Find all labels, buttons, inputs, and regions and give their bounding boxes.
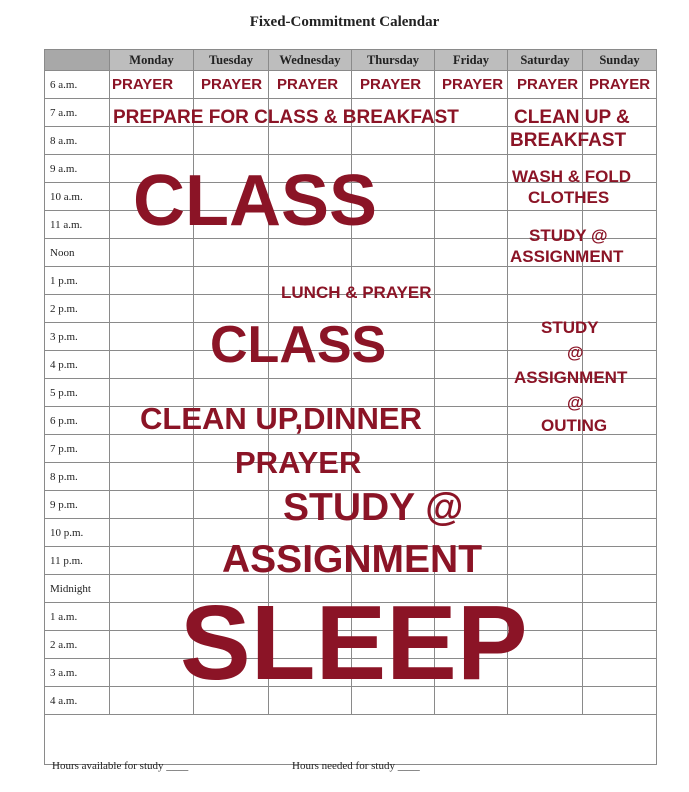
dinner-note-line1: CLEAN UP,DINNER [140, 401, 422, 436]
wash-fold-note-line1: WASH & FOLD [512, 167, 631, 186]
time-label: 4 p.m. [45, 351, 110, 379]
time-label: 10 a.m. [45, 183, 110, 211]
day-header-sunday: Sunday [583, 50, 657, 71]
calendar-cell [110, 295, 194, 323]
calendar-cell [435, 155, 508, 183]
prayer-saturday: PRAYER [517, 76, 579, 93]
time-label: 2 p.m. [45, 295, 110, 323]
calendar-cell [508, 547, 583, 575]
time-label: 7 p.m. [45, 435, 110, 463]
calendar-cell [583, 659, 657, 687]
time-label: 11 a.m. [45, 211, 110, 239]
calendar-cell [583, 463, 657, 491]
dinner-note-line2: PRAYER [235, 445, 362, 480]
calendar-cell [508, 267, 583, 295]
calendar-cell [110, 239, 194, 267]
hours-available-label: Hours available for study ____ [52, 760, 189, 772]
calendar-cell [110, 547, 194, 575]
calendar-cell [269, 127, 352, 155]
calendar-cell [508, 463, 583, 491]
time-label: 4 a.m. [45, 687, 110, 715]
time-label: 6 a.m. [45, 71, 110, 99]
calendar-cell [435, 435, 508, 463]
time-label: 9 p.m. [45, 491, 110, 519]
calendar-cell [194, 239, 269, 267]
time-label: 3 a.m. [45, 659, 110, 687]
calendar-cell [435, 379, 508, 407]
calendar-cell [110, 435, 194, 463]
day-header-wednesday: Wednesday [269, 50, 352, 71]
sunday-study-note-line3: ASSIGNMENT [514, 368, 628, 387]
time-label: 8 a.m. [45, 127, 110, 155]
corner-cell [45, 50, 110, 71]
calendar-cell [583, 435, 657, 463]
time-label: 6 p.m. [45, 407, 110, 435]
sunday-study-note-line2: @ [567, 343, 584, 362]
time-label: 5 p.m. [45, 379, 110, 407]
evening-study-note-line1: STUDY @ [283, 486, 464, 529]
time-label: 7 a.m. [45, 99, 110, 127]
calendar-cell [269, 239, 352, 267]
saturday-study-note-line1: STUDY @ [529, 226, 608, 245]
calendar-cell [435, 351, 508, 379]
calendar-cell [435, 407, 508, 435]
day-header-thursday: Thursday [352, 50, 435, 71]
calendar-cell [352, 435, 435, 463]
hours-needed-label: Hours needed for study ____ [292, 760, 420, 772]
calendar-cell [110, 463, 194, 491]
time-label: 8 p.m. [45, 463, 110, 491]
footer-row [45, 715, 657, 765]
calendar-cell [508, 435, 583, 463]
prayer-monday: PRAYER [112, 76, 174, 93]
prayer-thursday: PRAYER [360, 76, 422, 93]
prepare-breakfast-note: PREPARE FOR CLASS & BREAKFAST [113, 107, 459, 128]
calendar-cell [508, 491, 583, 519]
calendar-cell [583, 519, 657, 547]
calendar-cell [110, 323, 194, 351]
calendar-cell [194, 267, 269, 295]
calendar-cell [110, 267, 194, 295]
time-label: 2 a.m. [45, 631, 110, 659]
header-row [45, 50, 657, 71]
day-header-tuesday: Tuesday [194, 50, 269, 71]
calendar-title: Fixed-Commitment Calendar [249, 14, 440, 30]
calendar-cell [583, 267, 657, 295]
calendar-cell [583, 687, 657, 715]
calendar-cell [583, 603, 657, 631]
prayer-friday: PRAYER [442, 76, 504, 93]
prayer-sunday: PRAYER [589, 76, 651, 93]
class-morning-note: CLASS [133, 161, 378, 241]
calendar-cell [352, 127, 435, 155]
class-afternoon-note: CLASS [210, 316, 387, 374]
clean-up-note-line1: CLEAN UP & [514, 107, 630, 128]
calendar-cell [435, 239, 508, 267]
prayer-wednesday: PRAYER [277, 76, 339, 93]
time-label: 11 p.m. [45, 547, 110, 575]
time-label: 1 a.m. [45, 603, 110, 631]
prayer-tuesday: PRAYER [201, 76, 263, 93]
time-label: 9 a.m. [45, 155, 110, 183]
calendar-cell [110, 351, 194, 379]
calendar-cell [583, 491, 657, 519]
calendar-cell [583, 547, 657, 575]
calendar-cell [435, 183, 508, 211]
calendar-cell [435, 127, 508, 155]
sleep-note: SLEEP [180, 584, 528, 702]
time-label: Noon [45, 239, 110, 267]
calendar-cell [194, 127, 269, 155]
clean-up-note-line2: BREAKFAST [510, 130, 627, 151]
day-header-saturday: Saturday [508, 50, 583, 71]
saturday-study-note-line2: ASSIGNMENT [510, 247, 624, 266]
time-label: 1 p.m. [45, 267, 110, 295]
calendar-cell [435, 295, 508, 323]
calendar-cell [194, 491, 269, 519]
calendar-cell [435, 267, 508, 295]
wash-fold-note-line2: CLOTHES [528, 188, 610, 207]
sunday-study-note-line1: STUDY [541, 318, 599, 337]
sunday-study-note-line4: @ [567, 393, 584, 412]
calendar-cell [435, 211, 508, 239]
day-header-friday: Friday [435, 50, 508, 71]
sunday-study-note-line5: OUTING [541, 416, 608, 435]
evening-study-note-line2: ASSIGNMENT [222, 538, 483, 581]
calendar-cell [110, 519, 194, 547]
day-header-monday: Monday [110, 50, 194, 71]
calendar-cell [110, 491, 194, 519]
time-label: 10 p.m. [45, 519, 110, 547]
lunch-prayer-note: LUNCH & PRAYER [281, 283, 432, 302]
calendar-cell [435, 323, 508, 351]
time-label: 3 p.m. [45, 323, 110, 351]
calendar-cell [583, 631, 657, 659]
calendar-cell [110, 127, 194, 155]
calendar-cell [508, 519, 583, 547]
calendar-cell [352, 239, 435, 267]
calendar-cell [583, 575, 657, 603]
footer-cell [45, 715, 657, 765]
time-label: Midnight [45, 575, 110, 603]
